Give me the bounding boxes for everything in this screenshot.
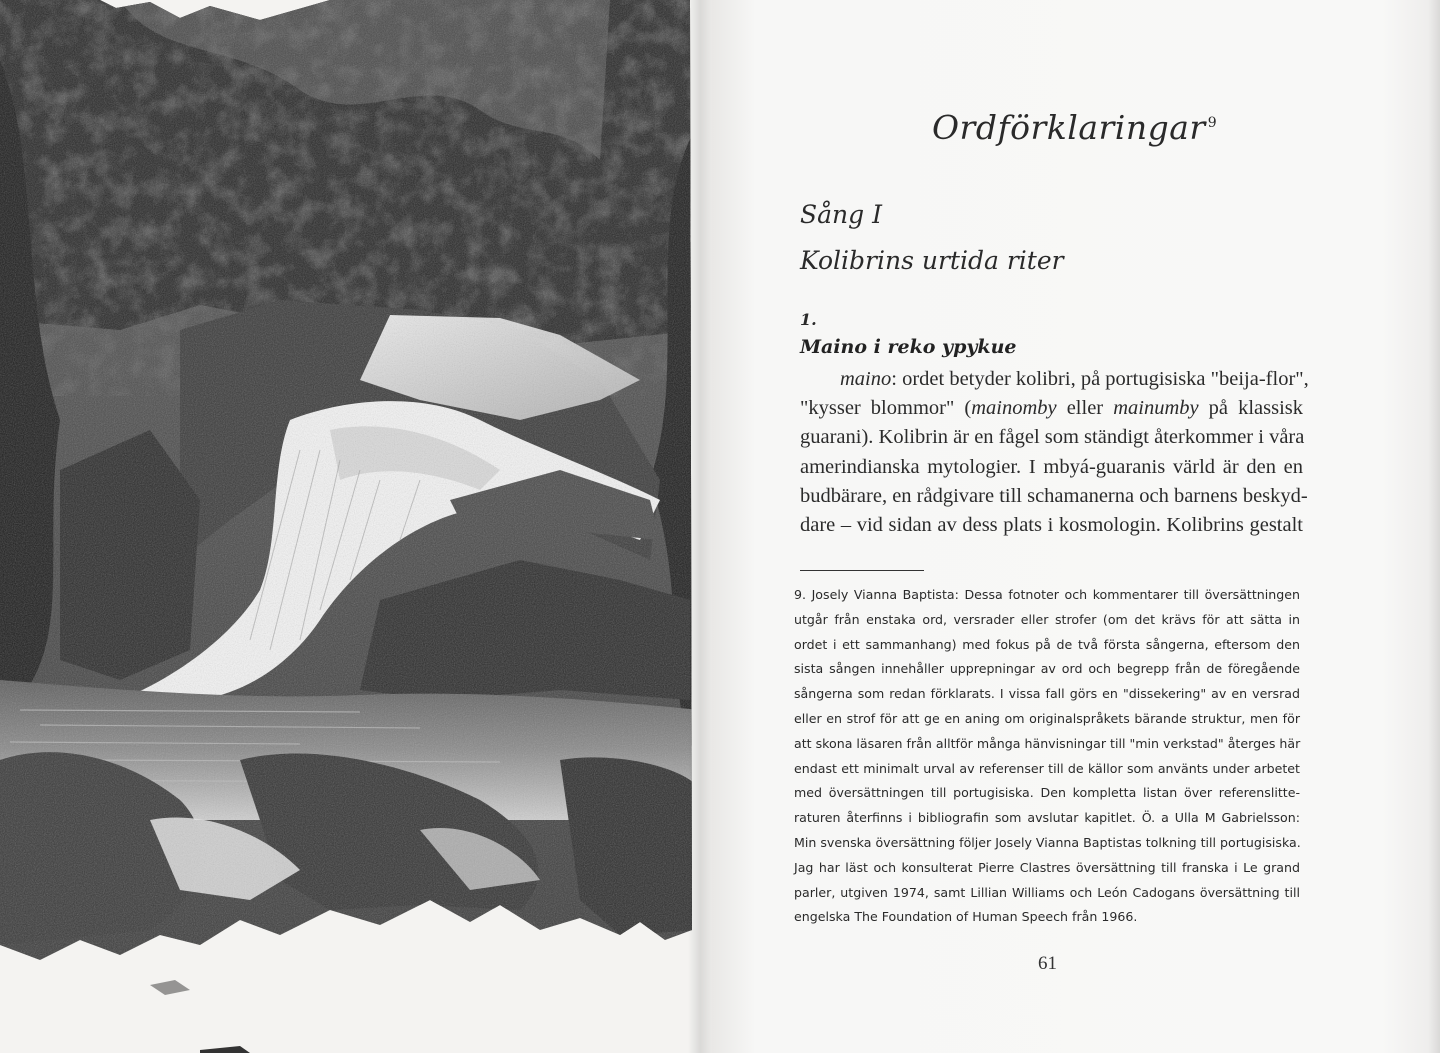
footnote-line: sista sången innehåller upprepningar av ord och begrepp från de föregående (794, 661, 1300, 677)
footnote-rule (800, 570, 924, 571)
footnote-line: sångerna som redan förklarats. I vissa fall görs en "dissekering" av en versrad (794, 686, 1300, 702)
footnote (794, 583, 1300, 930)
entry-number: 1. (800, 310, 817, 329)
left-page (0, 0, 700, 1053)
footnote-line: att skona läsaren från alltför många hänvisningar till "min verkstad" återges här (794, 735, 1301, 751)
body-line: dare – vid sidan av dess plats i kosmologin. Kolibrins gestalt (800, 514, 1303, 537)
footnote-line: parler, utgiven 1974, samt Lillian Williams och León Cadogans översättning till (794, 884, 1300, 900)
footnote-line: endast ett minimalt urval av referenser till de källor som använts under arbetet (794, 760, 1300, 776)
page-number: 61 (1038, 953, 1057, 974)
page-edge-shadow (1428, 0, 1440, 1053)
song-subtitle: Kolibrins urtida riter (800, 246, 1064, 275)
footnote-line: eller en strof för att ge en aning om originalspråkets bärande struktur, men för (794, 710, 1300, 726)
page-title (932, 108, 1262, 147)
footnote-line: med översättningen till portugisiska. Den kompletta listan över referenslitte- (794, 785, 1300, 801)
right-page (712, 0, 1440, 1053)
footnote-line: utgår från enstaka ord, versrader eller strofer (om det krävs för att sätta in (794, 611, 1300, 627)
footnote-line: Jag har läst och konsulterat Pierre Clastres översättning till franska i Le grand (794, 859, 1300, 875)
footnote-line: Min svenska översättning följer Josely Vianna Baptistas tolkning till portugisiska. (794, 834, 1301, 850)
entry-heading: Maino i reko ypykue (800, 336, 1017, 358)
page-title-text: Ordförklaringar (932, 108, 1206, 147)
entry-body (800, 365, 1309, 540)
title-footnote-ref: 9 (1207, 115, 1218, 131)
footnote-line: raturen återfinns i bibliografin som avslutar kapitlet. Ö. a Ulla M Gabrielsson: (794, 810, 1300, 826)
footnote-line: ordet i ett sammanhang) med fokus på de två första sångerna, eftersom den (794, 636, 1300, 652)
body-line: budbärare, en rådgivare till schamanerna och barnens beskyd- (800, 484, 1308, 507)
body-line: maino: ordet betyder kolibri, på portugisiska "beija-flor", (840, 368, 1309, 390)
body-line: "kysser blommor" (mainomby eller mainumby på klassisk (800, 397, 1303, 420)
footnote-line: engelska The Foundation of Human Speech från 1966. (794, 909, 1138, 925)
book-gutter (688, 0, 714, 1053)
song-label: Sång I (800, 200, 882, 229)
body-line: guarani). Kolibrin är en fågel som ständigt återkommer i våra (800, 426, 1305, 449)
waterfall-engraving (0, 0, 700, 1053)
body-line: amerindianska mytologier. I mbyá-guaranis värld är den en (800, 455, 1303, 478)
footnote-line: 9. Josely Vianna Baptista: Dessa fotnoter och kommentarer till översättningen (794, 587, 1300, 602)
